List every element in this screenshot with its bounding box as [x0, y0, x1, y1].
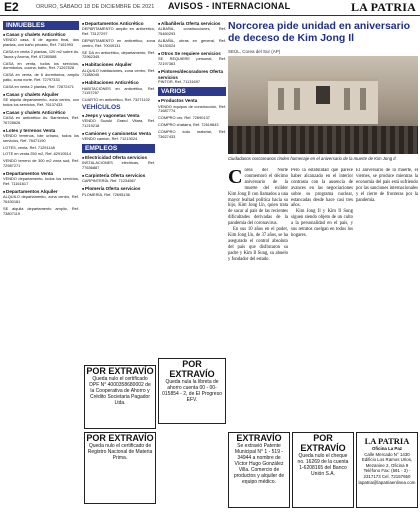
page-number: E2 [4, 0, 19, 14]
classified-ad: CASA en venta, de 6 dormitorios, amplio patio, zona norte, Ref. 72797333 [3, 72, 79, 82]
classified-ad: VENDO departamento, todos los servicios, Ref. 71161617 [3, 176, 79, 186]
classified-ad: ALQUILO departamento, zona centro, Ref. 76430181 [3, 194, 79, 204]
lost-notice-ad: POR EXTRAVÍO Queda nula la libreta de ahorro cuenta 00 - 00-015854 - 2, de El Progreso EFV. [158, 358, 226, 424]
subcategory-header: ■ Jeeps y vagonetas Venta [82, 113, 155, 119]
classified-ad: SE REQUIERE personal, Ref. 72197363 [158, 56, 226, 66]
page-header [0, 0, 420, 16]
classified-ad: CASA en anticrético Av. Barrientos, Ref. 76728626 [3, 114, 79, 125]
article-column-3: El aniversario de la muerte, el viernes, se produce mientras la economía del país está sufriendo por las sanciones internacionales y el cierre de fronteras por la pandemia. [356, 168, 418, 203]
classifieds-column-1 [3, 19, 79, 510]
category-header: EMPLEOS [82, 144, 155, 153]
subcategory-header: ■ Productos Venta [158, 98, 226, 104]
drop-cap: C [228, 168, 243, 188]
subcategory-header: ■ Departamentos Venta [3, 171, 79, 177]
photo-caption: Ciudadanos norcoreanos rinden homenaje en el aniversario de la muerte de Kim Jong Il. [228, 156, 397, 161]
subcategory-header: ■ Carpintería Oferta servicios [82, 173, 155, 179]
classifieds-column-3 [158, 19, 226, 369]
classified-ad: VENDO camión, Ref. 71213024 [82, 136, 138, 142]
classified-ad: CUARTO en anticrético, Ref. 73271102 [82, 97, 150, 103]
subcategory-header: ■ Casas y chalets Alquiler [3, 92, 79, 98]
classified-ad: VENDO casa, 6 de agosto final, dos plantas, con baño privado, Ref. 7161993 [3, 37, 79, 48]
subcategory-header: ■ Pintores/decoradores Oferta servicios [158, 69, 226, 81]
classified-ad: SE alquila departamento amplio, Ref. 73807119 [3, 205, 79, 216]
category-header: VARIOS [158, 87, 226, 96]
article-column-1: Corea del Norte conmemoró el décimo aniversario de la muerte del exlíder Kim Jong Il con llamados a una mayor lealtad política hacia su hijo, Kim Jong Un, quien trata de sacar al país de las recientes dificultades derivadas de la pandemia del coronavirus. En sus 10 años en el poder, Kim Jong Un, de 37 años, se ha asegurado el control absoluto del país que disfrutaron su padre y Kim Il Sung, su abuelo y fundador del estado. [228, 168, 288, 262]
classified-ad: LOTES, venta, Ref. 71291148 [3, 144, 55, 150]
classified-ad: VENDO Suzuki Grand Vitara, Ref. 71219218 [82, 118, 155, 128]
article-headline: Norcorea pide unidad en aniversario de deceso de Kim Jong Il [228, 20, 411, 44]
classified-ad: COMPRO chatarra, Ref. 72619843 [158, 122, 219, 127]
classified-ad: COMPRO oro, Ref. 72690137 [158, 115, 210, 121]
classified-ad: VENDO equipos de construcción, Ref. 71687774 [158, 103, 226, 114]
office-logo: LA PATRIA [364, 436, 410, 446]
classified-ad: SE DA en anticrético, departamento, Ref. 72962345 [82, 49, 155, 60]
classified-ad: CASA en venta 2 plantas, Ref. 72672471 [3, 83, 74, 89]
subcategory-header: ■ Camiones y camionetas Venta [82, 131, 155, 137]
section-title: AVISOS - INTERNACIONAL [168, 1, 291, 11]
classified-ad: DEPARTAMENTO amplio en anticrético, Ref. 73127297 [82, 26, 155, 37]
article-byline: SEÚL, Corea del Sur (AP) [228, 49, 281, 54]
classified-ad: PLOMERÍA, Ref. 72695136 [82, 191, 130, 197]
portrait [316, 86, 330, 104]
classified-ad: PINTOR, Ref. 71131697 [158, 79, 201, 85]
subcategory-header: ■ Casas y chalets Anticrético [3, 32, 79, 38]
subcategory-header: ■ Plomería Oferta servicios [82, 186, 155, 192]
classified-ad: ALQUILO habitaciones, zona centro, Ref. 71188045 [82, 67, 155, 78]
office-info-box: LA PATRIA Oficina La Paz Calle Mercado N° 1430 Edificio Los Ramos Urios, Mezanine 2, Oficina 9 Teléfono Fax: (591 - 2) - 2317173 Cel. 72157650 lapatria@lapatriaenlinea.com [356, 432, 418, 508]
subcategory-header: ■ Departamentos Alquiler [3, 189, 79, 195]
classified-ad: CARPINTERÍA, Ref. 71234567 [82, 178, 136, 184]
subcategory-header: ■ Albañilería Oferta servicios [158, 21, 226, 27]
classified-ad: VENDO terrenos, lote urbano, todos los servicios, Ref. 78471190 [3, 132, 79, 143]
lost-notice-ad: POR EXTRAVÍO Queda nulo el certificado DPF N° 4000358680002 de la Cooperativa de Ahorro y Crédito Societaria Pagador Ltda. [84, 365, 156, 429]
classified-ad: HABITACIONES en anticrético, Ref. 71157257 [82, 85, 155, 96]
classified-ad: VENDO terreno de 300 m2 zona sud, Ref. 72987271 [3, 158, 79, 168]
classified-ad: ALBAÑIL, construcciones, Ref. 75460293 [158, 26, 226, 37]
subcategory-header: ■ Electricidad Oferta servicios [82, 155, 155, 161]
classified-ad: CASA en venta 2 plantas, 120 m2 sobre Av. Tacna y Aroma, Ref. 67280588 [3, 49, 79, 59]
lost-notice-ad: POR EXTRAVÍO Queda nulo el certificado de Registro Nacional de Materia Prima. [84, 432, 156, 504]
category-header: INMUEBLES [3, 21, 79, 30]
classified-ad: ALBAÑIL, obras en general, Ref. 76130024 [158, 38, 226, 48]
subcategory-header: ■ Lotes y terrenos Venta [3, 128, 79, 134]
article-photo [228, 56, 418, 154]
classified-ad: SE alquila departamento, zona centro, con todos los servicios, Ref. 76137433 [3, 96, 79, 107]
classified-ad: COMPRO todo material, Ref. 73627433 [158, 128, 226, 139]
classified-ad: LOTE en venta 250 m2, Ref. 62910514 [3, 151, 71, 157]
lost-notice-ad: EXTRAVÍO Se extravió Patente Municipal N° 1 - 519 - 34944 a nombre de Víctor Hugo González Villa. Comercio de productos y alquiler de equipo médico. [228, 432, 290, 508]
subcategory-header: ■ Casas y chalets Anticrético [3, 110, 79, 116]
subcategory-header: ■ Departamentos Anticrético [82, 21, 155, 27]
article-column-2: Pero la estabilidad que parece haber alcanzado en el interior contrasta con la ausencia de avances en las negociaciones sobre su programa nuclear, estancadas desde hace casi tres años. Kim Jong Il y Kim Il Sung siguen siendo objeto de un culto a la personalidad en el país, y sus retratos cuelgan en todos los hogares. [291, 168, 353, 238]
page-date: ORURO, SÁBADO 18 DE DICIEMBRE DE 2021 [36, 4, 155, 10]
subcategory-header: ■ Otros Se requiere servicios [158, 51, 226, 57]
subcategory-header: ■ Habitaciones Alquiler [82, 62, 155, 68]
lost-notice-ad: POR EXTRAVÍO Queda nulo el cheque no. 16269 de la cuenta 1-6208165 del Banco Unión S.A. [292, 432, 354, 508]
subcategory-header: ■ Habitaciones Anticrético [82, 80, 155, 86]
classified-ad: INSTALACIONES eléctricas, Ref. 77636887 [82, 160, 155, 171]
classified-ad: DEPARTAMENTO en anticrético, zona centro, Ref. 70049131 [82, 38, 155, 48]
category-header: VEHÍCULOS [82, 103, 121, 111]
classified-ad: CASA en venta, todos los servicios, dormitorios, cocina, baño, Ref. 71267528 [3, 60, 79, 71]
newspaper-logo: LA PATRIA [350, 0, 416, 14]
